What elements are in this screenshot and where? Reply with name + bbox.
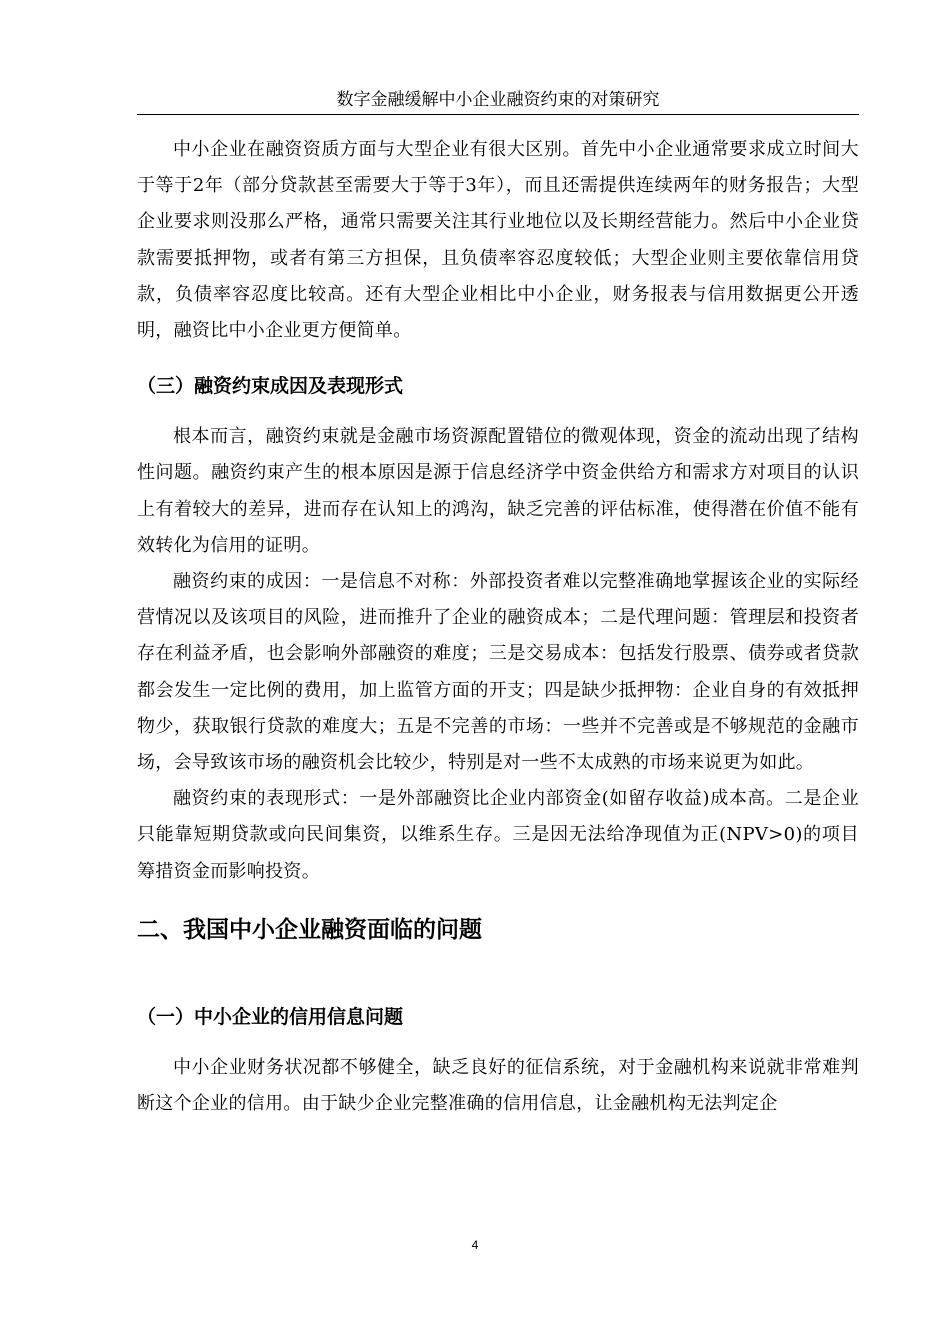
paragraph-causes-list: 融资约束的成因：一是信息不对称：外部投资者难以完整准确地掌握该企业的实际经营情况以及该项目的风险，进而推升了企业的融资成本；二是代理问题：管理层和投资者存在利益矛盾，也会影响外部融资的难度；三是交易成本：包括发行股票、债券或者贷款都会发生一定比例的费用，加上监管方面的开支；四是缺少抵押物：企业自身的有效抵押物少，获取银行贷款的难度大；五是不完善的市场：一些并不完善或是不够规范的金融市场，会导致该市场的融资机会比较少，特别是对一些不太成熟的市场来说更为如此。 xyxy=(137,571,859,774)
section-heading-financing-constraint-causes: （三）融资约束成因及表现形式 xyxy=(137,375,404,398)
page-number: 4 xyxy=(471,1238,479,1252)
paragraph-root-cause: 根本而言，融资约束就是金融市场资源配置错位的微观体现，资金的流动出现了结构性问题。融资约束产生的根本原因是源于信息经济学中资金供给方和需求方对项目的认识上有着较大的差异，进而存在认知上的鸿沟，缺乏完善的评估标准，使得潜在价值不能有效转化为信用的证明。 xyxy=(137,426,859,556)
document-body xyxy=(137,132,859,1122)
paragraph-manifestations: 融资约束的表现形式：一是外部融资比企业内部资金(如留存收益)成本高。二是企业只能靠短期贷款或向民间集资，以维系生存。三是因无法给净现值为正(NPV>0)的项目筹措资金而影响投资。 xyxy=(137,788,859,882)
chapter-heading-sme-financing-problems: 二、我国中小企业融资面临的问题 xyxy=(137,916,482,943)
section-heading-credit-information: （一）中小企业的信用信息问题 xyxy=(137,1005,404,1028)
running-header: 数字金融缓解中小企业融资约束的对策研究 xyxy=(137,86,859,115)
paragraph-qualification-differences: 中小企业在融资资质方面与大型企业有很大区别。首先中小企业通常要求成立时间大于等于2年（部分贷款甚至需要大于等于3年），而且还需提供连续两年的财务报告；大型企业要求则没那么严格，通常只需要关注其行业地位以及长期经营能力。然后中小企业贷款需要抵押物，或者有第三方担保，且负债率容忍度较低；大型企业则主要依靠信用贷款，负债率容忍度比较高。还有大型企业相比中小企业，财务报表与信用数据更公开透明，融资比中小企业更方便简单。 xyxy=(137,139,859,342)
paragraph-credit-information: 中小企业财务状况都不够健全，缺乏良好的征信系统，对于金融机构来说就非常难判断这个企业的信用。由于缺少企业完整准确的信用信息，让金融机构无法判定企 xyxy=(137,1056,859,1115)
